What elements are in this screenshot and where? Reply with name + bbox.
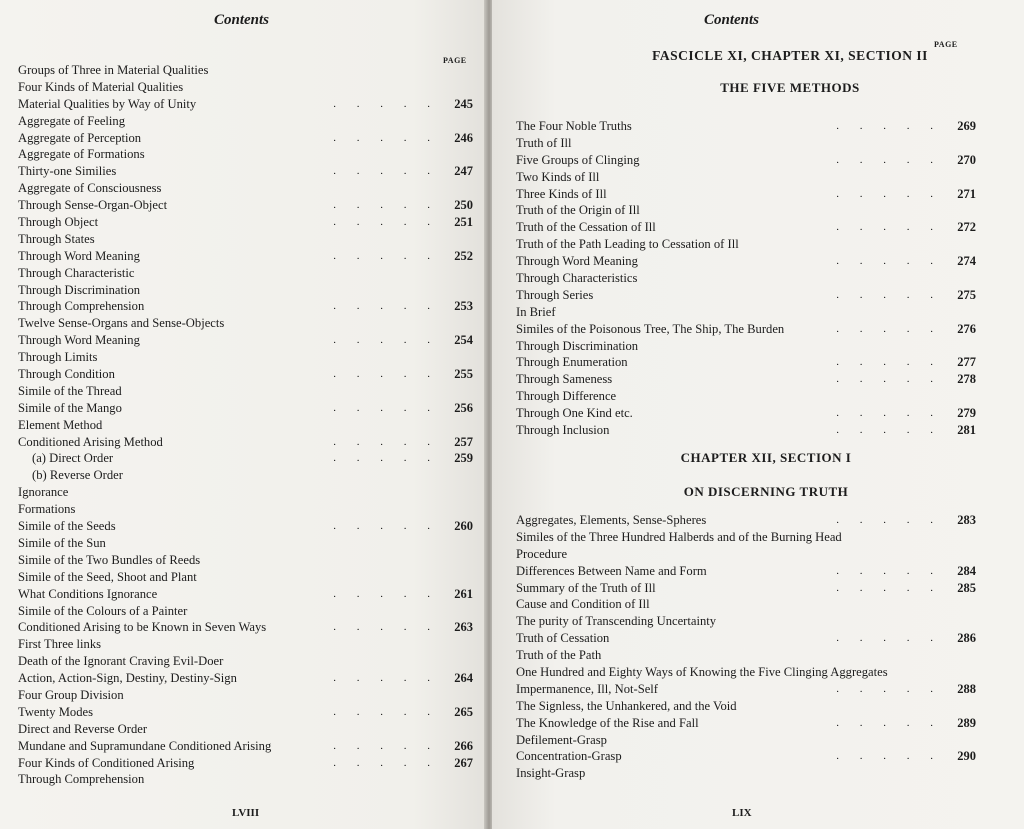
dot-leader: . . . . . [333, 452, 439, 465]
dot-leader: . . . . . [333, 672, 439, 685]
toc-entry [516, 236, 976, 253]
toc-entry [18, 721, 473, 738]
toc-entry-page: 286 [957, 631, 976, 646]
toc-entry-title: The Signless, the Unhankered, and the Void [516, 698, 737, 713]
toc-entry [516, 253, 976, 270]
toc-entry-title: Twenty Modes [18, 704, 94, 719]
toc-entry-title: Through Series [516, 287, 594, 302]
toc-entry-title: Concentration-Grasp [516, 749, 622, 764]
toc-entry-title: Simile of the Colours of a Painter [18, 603, 188, 618]
toc-entry-title: Cause and Condition of Ill [516, 597, 650, 612]
toc-entry [516, 681, 976, 698]
toc-entry [18, 79, 473, 96]
toc-entry-page: 284 [957, 563, 976, 578]
toc-entry [18, 366, 473, 383]
toc-entry-title: Groups of Three in Material Qualities [18, 63, 209, 77]
dot-leader: . . . . . [333, 756, 439, 769]
toc-entry-title: Four Kinds of Conditioned Arising [18, 755, 195, 770]
toc-entry-page: 255 [454, 367, 473, 382]
toc-entry [18, 755, 473, 772]
toc-entry [516, 354, 976, 371]
toc-entry [18, 231, 473, 248]
toc-entry-title: Truth of the Cessation of Ill [516, 220, 656, 235]
toc-entry [18, 619, 473, 636]
toc-entry [516, 118, 976, 135]
toc-entry-page: 265 [454, 704, 473, 719]
toc-entry-title: Aggregate of Perception [18, 130, 142, 145]
section-subtitle: THE FIVE METHODS [720, 80, 860, 95]
toc-entry-title: Through Difference [516, 389, 617, 404]
toc-entry-title: Death of the Ignorant Craving Evil-Doer [18, 654, 224, 669]
dot-leader: . . . . . [333, 435, 439, 448]
toc-entry-page: 250 [454, 198, 473, 213]
toc-entry [516, 321, 976, 338]
toc-entry-title: Through One Kind etc. [516, 406, 633, 421]
toc-entry-page: 267 [454, 755, 473, 770]
toc-entry-page: 289 [957, 715, 976, 730]
toc-entry-title: Aggregates, Elements, Sense-Spheres [516, 513, 707, 527]
toc-entry-page: 272 [957, 220, 976, 235]
toc-list [516, 118, 976, 439]
toc-entry-page: 274 [957, 254, 976, 269]
toc-entry-title: Similes of the Poisonous Tree, The Ship, The Burden [516, 321, 785, 336]
page-header: Contents [704, 12, 760, 28]
toc-entry [18, 535, 473, 552]
dot-leader: . . . . . [836, 373, 942, 386]
toc-entry [516, 135, 976, 152]
toc-entry-title: (a) Direct Order [32, 451, 114, 466]
toc-entry [18, 501, 473, 518]
dot-leader: . . . . . [836, 716, 942, 729]
toc-entry [516, 529, 976, 546]
toc-entry [18, 113, 473, 130]
dot-leader: . . . . . [836, 581, 942, 594]
toc-entry [516, 219, 976, 236]
dot-leader: . . . . . [836, 750, 942, 763]
toc-entry [18, 163, 473, 180]
toc-entry-title: Truth of the Origin of Ill [516, 203, 640, 218]
dot-leader: . . . . . [836, 120, 942, 132]
dot-leader: . . . . . [836, 187, 942, 200]
toc-entry-title: Aggregate of Feeling [18, 113, 126, 128]
toc-entry-title: (b) Reverse Order [32, 468, 123, 483]
dot-leader: . . . . . [836, 322, 942, 335]
toc-entry [18, 704, 473, 721]
dot-leader: . . . . . [333, 165, 439, 178]
toc-entry-page: 252 [454, 248, 473, 263]
toc-entry-page: 276 [957, 321, 976, 336]
toc-entry [18, 248, 473, 265]
toc-entry [516, 169, 976, 186]
toc-entry [18, 569, 473, 586]
toc-entry [18, 180, 473, 197]
toc-entry-page: 279 [957, 406, 976, 421]
dot-leader: . . . . . [333, 739, 439, 752]
toc-entry [516, 405, 976, 422]
toc-entry-title: Five Groups of Clinging [516, 152, 640, 167]
dot-leader: . . . . . [836, 153, 942, 166]
toc-entry [516, 202, 976, 219]
toc-entry-page: 253 [454, 299, 473, 314]
toc-entry-page: 290 [957, 749, 976, 764]
toc-entry [18, 197, 473, 214]
toc-entry [516, 647, 976, 664]
toc-entry-title: Two Kinds of Ill [516, 169, 600, 184]
toc-entry-page: 266 [454, 738, 473, 753]
left-page [0, 0, 486, 829]
toc-entry-page: 261 [454, 586, 473, 601]
toc-entry-page: 281 [957, 423, 976, 438]
toc-entry [18, 62, 473, 79]
dot-leader: . . . . . [333, 401, 439, 414]
toc-entry-page: 259 [454, 451, 473, 466]
toc-entry [18, 653, 473, 670]
dot-leader: . . . . . [333, 368, 439, 381]
section-subtitle: ON DISCERNING TRUTH [683, 484, 849, 499]
toc-entry [516, 422, 976, 439]
toc-entry-title: Through Limits [18, 350, 98, 365]
toc-entry-title: Through States [18, 231, 95, 246]
toc-entry-page: 283 [957, 513, 976, 527]
toc-entry [18, 349, 473, 366]
toc-entry [516, 512, 976, 529]
dot-leader: . . . . . [836, 632, 942, 645]
page-header: Contents [214, 12, 270, 28]
toc-entry-title: Three Kinds of Ill [516, 186, 607, 201]
toc-entry-title: Through Sense-Organ-Object [18, 198, 168, 213]
dot-leader: . . . . . [836, 514, 942, 526]
toc-entry [18, 771, 473, 788]
toc-entry-title: Simile of the Two Bundles of Reeds [18, 552, 201, 567]
right-page [492, 0, 1024, 829]
toc-entry-title: Action, Action-Sign, Destiny, Destiny-Sign [18, 671, 237, 686]
toc-entry [18, 434, 473, 451]
dot-leader: . . . . . [836, 221, 942, 234]
toc-entry-title: Through Comprehension [18, 299, 145, 314]
toc-entry-title: Aggregate of Consciousness [18, 181, 162, 196]
toc-entry-title: Similes of the Three Hundred Halberds and of the Burning Head [516, 529, 842, 544]
toc-entry [18, 518, 473, 535]
toc-entry [516, 765, 976, 782]
dot-leader: . . . . . [836, 356, 942, 369]
toc-entry-title: Thirty-one Similies [18, 164, 117, 179]
toc-entry-title: Through Word Meaning [516, 254, 638, 269]
dot-leader: . . . . . [836, 255, 942, 268]
toc-entry [516, 630, 976, 647]
toc-entry-title: Through Condition [18, 367, 115, 382]
toc-entry [18, 332, 473, 349]
toc-entry [516, 338, 976, 355]
toc-entry-page: 269 [957, 119, 976, 133]
toc-entry-title: Through Sameness [516, 372, 613, 387]
toc-entry-title: Ignorance [18, 485, 69, 500]
toc-entry-title: Through Comprehension [18, 772, 145, 787]
toc-entry-title: Truth of the Path Leading to Cessation of Ill [516, 237, 739, 252]
toc-entry-title: Simile of the Seed, Shoot and Plant [18, 569, 197, 584]
toc-entry-page: 285 [957, 580, 976, 595]
toc-entry [516, 580, 976, 597]
toc-entry-page: 264 [454, 671, 473, 686]
toc-entry-title: Twelve Sense-Organs and Sense-Objects [18, 316, 225, 331]
toc-entry-title: Four Kinds of Material Qualities [18, 79, 184, 94]
toc-entry-title: Through Discrimination [516, 338, 639, 353]
toc-entry-title: Procedure [516, 546, 568, 561]
toc-entry-title: In Brief [516, 304, 556, 319]
dot-leader: . . . . . [333, 520, 439, 533]
page-number: LIX [732, 807, 752, 819]
toc-entry-title: Simile of the Mango [18, 400, 122, 415]
toc-entry [516, 186, 976, 203]
toc-entry [18, 450, 473, 467]
dot-leader: . . . . . [333, 97, 439, 110]
toc-entry [18, 603, 473, 620]
toc-entry [18, 400, 473, 417]
toc-entry [18, 315, 473, 332]
page-column-label: PAGE [443, 56, 467, 65]
dot-leader: . . . . . [333, 334, 439, 347]
toc-entry-title: Conditioned Arising Method [18, 434, 163, 449]
toc-entry [516, 152, 976, 169]
toc-entry-title: One Hundred and Eighty Ways of Knowing the Five Clinging Aggregates [516, 665, 888, 680]
toc-entry [516, 732, 976, 749]
toc-entry-page: 256 [454, 400, 473, 415]
toc-entry [18, 738, 473, 755]
dot-leader: . . . . . [333, 705, 439, 718]
toc-entry [516, 563, 976, 580]
toc-entry [516, 698, 976, 715]
toc-entry-page: 260 [454, 519, 473, 534]
toc-entry-title: Through Word Meaning [18, 333, 140, 348]
toc-entry [18, 552, 473, 569]
toc-entry [18, 687, 473, 704]
toc-entry [516, 664, 976, 681]
toc-entry-title: Through Object [18, 215, 99, 230]
toc-entry-title: Through Discrimination [18, 282, 141, 297]
toc-entry-title: Simile of the Thread [18, 383, 122, 398]
toc-entry-title: Element Method [18, 417, 103, 432]
toc-entry-title: Truth of the Path [516, 648, 602, 663]
toc-entry-page: 288 [957, 681, 976, 696]
toc-entry-title: Truth of Cessation [516, 631, 610, 646]
toc-list [516, 512, 976, 782]
toc-entry [516, 613, 976, 630]
toc-entry [516, 388, 976, 405]
toc-entry-title: What Conditions Ignorance [18, 586, 158, 601]
toc-entry-page: 278 [957, 372, 976, 387]
toc-entry [18, 417, 473, 434]
toc-entry-title: Simile of the Sun [18, 535, 106, 550]
toc-entry [18, 298, 473, 315]
toc-list [18, 62, 473, 788]
toc-entry-title: Material Qualities by Way of Unity [18, 96, 197, 111]
toc-entry-title: Aggregate of Formations [18, 147, 145, 162]
dot-leader: . . . . . [333, 131, 439, 144]
toc-entry-title: Truth of Ill [516, 135, 572, 150]
toc-entry-title: Formations [18, 502, 76, 517]
toc-entry-page: 245 [454, 96, 473, 111]
toc-entry-title: First Three links [18, 637, 102, 652]
toc-entry-page: 277 [957, 355, 976, 370]
toc-entry-page: 263 [454, 620, 473, 635]
dot-leader: . . . . . [333, 216, 439, 229]
toc-entry-title: Through Characteristics [516, 271, 638, 286]
toc-entry-title: Through Word Meaning [18, 248, 140, 263]
dot-leader: . . . . . [836, 424, 942, 437]
toc-entry [18, 484, 473, 501]
toc-entry [516, 596, 976, 613]
toc-entry-title: Through Inclusion [516, 423, 610, 438]
dot-leader: . . . . . [333, 199, 439, 212]
toc-entry-page: 270 [957, 152, 976, 167]
toc-entry [18, 586, 473, 603]
toc-entry [516, 371, 976, 388]
toc-entry [18, 383, 473, 400]
toc-entry-title: Impermanence, Ill, Not-Self [516, 681, 658, 696]
toc-entry-title: The Four Noble Truths [516, 119, 632, 133]
toc-entry [18, 130, 473, 147]
toc-entry-title: Through Characteristic [18, 265, 135, 280]
toc-entry [18, 670, 473, 687]
toc-entry-title: Simile of the Seeds [18, 519, 116, 534]
toc-entry-page: 246 [454, 130, 473, 145]
dot-leader: . . . . . [836, 682, 942, 695]
toc-entry-page: 271 [957, 186, 976, 201]
dot-leader: . . . . . [333, 587, 439, 600]
toc-entry-page: 275 [957, 287, 976, 302]
toc-entry [516, 287, 976, 304]
toc-entry [18, 265, 473, 282]
toc-entry [516, 748, 976, 765]
toc-entry [18, 146, 473, 163]
toc-entry-title: Through Enumeration [516, 355, 628, 370]
toc-entry [18, 282, 473, 299]
dot-leader: . . . . . [333, 249, 439, 262]
toc-entry-page: 257 [454, 434, 473, 449]
page-column-label: PAGE [934, 40, 958, 49]
toc-entry-title: The purity of Transcending Uncertainty [516, 614, 717, 629]
toc-entry-page: 254 [454, 333, 473, 348]
toc-entry [18, 96, 473, 113]
toc-entry [516, 270, 976, 287]
toc-entry [18, 467, 473, 484]
section-title: FASCICLE XI, CHAPTER XI, SECTION II [652, 48, 928, 63]
toc-entry-title: Defilement-Grasp [516, 732, 607, 747]
toc-entry-title: Direct and Reverse Order [18, 721, 148, 736]
dot-leader: . . . . . [836, 407, 942, 420]
toc-entry [18, 636, 473, 653]
toc-entry-title: Mundane and Supramundane Conditioned Arising [18, 738, 272, 753]
toc-entry-title: The Knowledge of the Rise and Fall [516, 715, 699, 730]
toc-entry-title: Conditioned Arising to be Known in Seven Ways [18, 620, 267, 635]
toc-entry [516, 546, 976, 563]
toc-entry-page: 247 [454, 164, 473, 179]
page-number: LVIII [232, 807, 260, 819]
toc-entry-title: Insight-Grasp [516, 766, 586, 781]
toc-entry-title: Differences Between Name and Form [516, 563, 707, 578]
toc-entry-page: 251 [454, 215, 473, 230]
toc-entry-title: Summary of the Truth of Ill [516, 580, 656, 595]
toc-entry [18, 214, 473, 231]
toc-entry-title: Four Group Division [18, 687, 124, 702]
dot-leader: . . . . . [836, 564, 942, 577]
dot-leader: . . . . . [836, 288, 942, 301]
dot-leader: . . . . . [333, 621, 439, 634]
toc-entry [516, 715, 976, 732]
section-title: CHAPTER XII, SECTION I [680, 450, 852, 465]
toc-entry [516, 304, 976, 321]
dot-leader: . . . . . [333, 300, 439, 313]
